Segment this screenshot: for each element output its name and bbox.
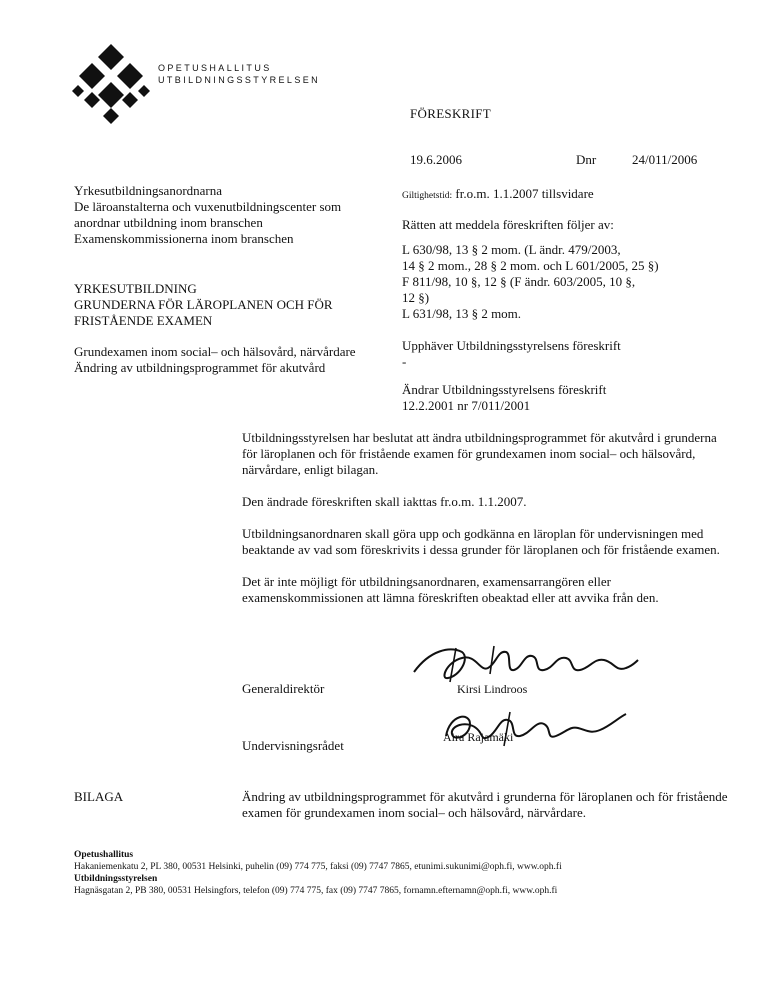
- footer-org-fi: Opetushallitus: [74, 850, 134, 860]
- repeals-label: Upphäver Utbildningsstyrelsens föreskrift: [402, 338, 621, 353]
- body-paragraph: Utbildningsanordnaren skall göra upp och godkänna en läroplan för undervisningen med beaktande av vad som föreskrivits i dessa grunder för läroplanen och för fristående examen.: [242, 526, 720, 557]
- body-text: [242, 430, 732, 622]
- dnr-value: 24/011/2006: [632, 152, 698, 167]
- authority-list: [402, 242, 742, 322]
- authority-line: L 630/98, 13 § 2 mom. (L ändr. 479/2003,: [402, 242, 621, 257]
- document-date: 19.6.2006: [410, 152, 462, 167]
- recipient: Examenskommissionerna inom branschen: [74, 231, 294, 246]
- validity-label: Giltighetstid:: [402, 191, 453, 201]
- signer-role-2: Undervisningsrådet: [242, 738, 344, 753]
- footer-org-sv: Utbildningsstyrelsen: [74, 874, 158, 884]
- document-title: [74, 281, 394, 329]
- subject-line: Grundexamen inom social– och hälsovård, närvårdare: [74, 344, 356, 359]
- oph-logo-icon: [70, 42, 152, 124]
- footer-address-sv: Hagnäsgatan 2, PB 380, 00531 Helsingfors, telefon (09) 774 775, fax (09) 7747 7865, fornamn.efternamn@oph.fi, www.oph.fi: [74, 886, 558, 896]
- amends-label: Ändrar Utbildningsstyrelsens föreskrift: [402, 382, 607, 397]
- footer-address-fi: Hakaniemenkatu 2, PL 380, 00531 Helsinki, puhelin (09) 774 775, faksi (09) 7747 7865, etunimi.sukunimi@oph.fi, www.oph.fi: [74, 862, 562, 872]
- body-paragraph: Den ändrade föreskriften skall iakttas fr.o.m. 1.1.2007.: [242, 494, 527, 509]
- body-paragraph: Utbildningsstyrelsen har beslutat att ändra utbildningsprogrammet för akutvård i grunderna för läroplanen och för fristående examen för grundexamen inom social– och hälsovård, närvårdare, enligt bilagan.: [242, 430, 717, 477]
- body-paragraph: Det är inte möjligt för utbildningsanordnaren, examensarrangören eller examenskommissionen att lämna föreskriften obeaktad eller att avvika från den.: [242, 574, 659, 605]
- signature-rajamaki-icon: [440, 706, 630, 752]
- recipient: De läroanstalterna och vuxenutbildningscenter som anordnar utbildning inom branschen: [74, 199, 342, 230]
- amends-value: 12.2.2001 nr 7/011/2001: [402, 398, 531, 413]
- authority-line: 14 § 2 mom., 28 § 2 mom. och L 601/2005, 25 §): [402, 258, 659, 273]
- organization-name: [158, 62, 320, 86]
- document-type: FÖRESKRIFT: [410, 106, 492, 121]
- title-line: YRKESUTBILDNING: [74, 281, 197, 296]
- authority-line: L 631/98, 13 § 2 mom.: [402, 306, 522, 321]
- attachment-text: Ändring av utbildningsprogrammet för akutvård i grunderna för läroplanen och för fristående examen för grundexamen inom social– och hälsovård, närvårdare.: [242, 789, 728, 820]
- dnr-label: Dnr: [576, 152, 597, 167]
- signer-name-1: Kirsi Lindroos: [457, 682, 528, 696]
- authority-label: Rätten att meddela föreskriften följer av:: [402, 217, 614, 232]
- authority-line: 12 §): [402, 290, 430, 305]
- org-name-fi: OPETUSHALLITUS: [158, 63, 272, 73]
- recipient: Yrkesutbildningsanordnarna: [74, 183, 223, 198]
- title-line: GRUNDERNA FÖR LÄROPLANEN OCH FÖR FRISTÅENDE EXAMEN: [74, 297, 333, 328]
- org-name-sv: UTBILDNINGSSTYRELSEN: [158, 75, 321, 85]
- recipients: [74, 183, 389, 247]
- document-subject: [74, 344, 394, 376]
- validity: [402, 186, 742, 204]
- date-line: [410, 152, 740, 170]
- footer: [74, 849, 754, 897]
- validity-value: fr.o.m. 1.1.2007 tillsvidare: [455, 186, 594, 201]
- signer-name-2: Aira Rajamäki: [443, 730, 514, 744]
- subject-line: Ändring av utbildningsprogrammet för akutvård: [74, 360, 326, 375]
- signer-role-1: Generaldirektör: [242, 681, 325, 696]
- attachment-label: BILAGA: [74, 789, 124, 804]
- repeals-value: -: [402, 354, 407, 369]
- authority-line: F 811/98, 10 §, 12 § (F ändr. 603/2005, 10 §,: [402, 274, 636, 289]
